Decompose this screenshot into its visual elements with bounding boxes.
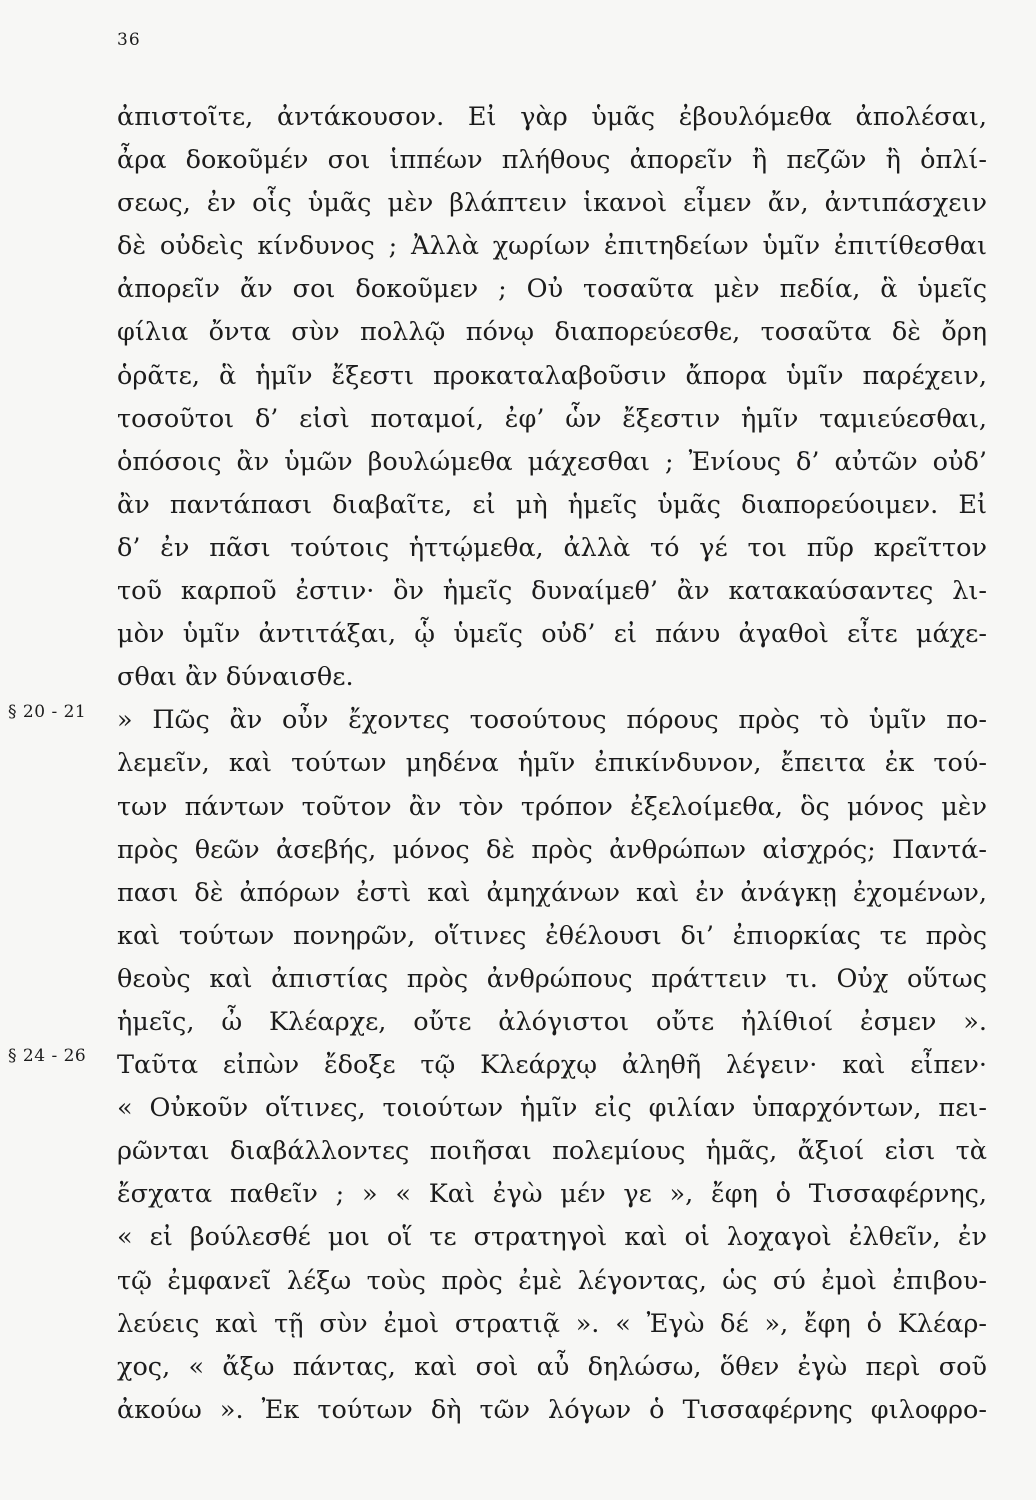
text-line: Ταῦτα εἰπὼν ἔδοξε τῷ Κλεάρχῳ ἀληθῆ λέγειν· καὶ εἶπεν· [117,1050,987,1081]
text-line: ἀκούω ». Ἐκ τούτων δὴ τῶν λόγων ὁ Τισσαφέρνης φιλοφρο- [117,1394,987,1425]
text-line: τοῦ καρποῦ ἐστιν· ὃν ἡμεῖς δυναίμεθ’ ἂν κατακαύσαντες λι- [117,576,987,607]
text-line: των πάντων τοῦτον ἂν τὸν τρόπον ἐξελοίμεθα, ὃς μόνος μὲν [117,791,987,822]
text-line: καὶ τούτων πονηρῶν, οἵτινες ἐθέλουσι δι’ ἐπιορκίας τε πρὸς [117,920,987,951]
page-number: 36 [117,30,141,50]
text-line: πρὸς θεῶν ἀσεβής, μόνος δὲ πρὸς ἀνθρώπων αἰσχρός; Παντά- [117,834,987,865]
text-line: ἂν παντάπασι διαβαῖτε, εἰ μὴ ἡμεῖς ὑμᾶς διαπορεύοιμεν. Εἰ [117,489,987,520]
text-line: ὁπόσοις ἂν ὑμῶν βουλώμεθα μάχεσθαι ; Ἐνίους δ’ αὐτῶν οὐδ’ [117,446,987,477]
text-line: » Πῶς ἂν οὖν ἔχοντες τοσούτους πόρους πρὸς τὸ ὑμῖν πο- [117,705,987,736]
text-line: δ’ ἐν πᾶσι τούτοις ἡττῴμεθα, ἀλλὰ τό γέ τοι πῦρ κρεῖττον [117,532,987,563]
text-line: ἡμεῖς, ὦ Κλέαρχε, οὔτε ἀλόγιστοι οὔτε ἠλίθιοί ἐσμεν ». [117,1006,987,1037]
text-line: δὲ οὐδεὶς κίνδυνος ; Ἀλλὰ χωρίων ἐπιτηδείων ὑμῖν ἐπιτίθεσθαι [117,231,987,262]
text-line: ἀπιστοῖτε, ἀντάκουσον. Εἰ γὰρ ὑμᾶς ἐβουλόμεθα ἀπολέσαι, [117,102,987,132]
text-line: χος, « ἄξω πάντας, καὶ σοὶ αὖ δηλώσω, ὅθεν ἐγὼ περὶ σοῦ [117,1351,987,1382]
text-line: θεοὺς καὶ ἀπιστίας πρὸς ἀνθρώπους πράττειν τι. Οὐχ οὕτως [117,963,987,994]
text-line: « εἰ βούλεσθέ μοι οἵ τε στρατηγοὶ καὶ οἱ λοχαγοὶ ἐλθεῖν, ἐν [117,1222,987,1253]
text-line: « Οὐκοῦν οἵτινες, τοιούτων ἡμῖν εἰς φιλίαν ὑπαρχόντων, πει- [117,1093,987,1124]
text-line: ἔσχατα παθεῖν ; » « Καὶ ἐγὼ μέν γε », ἔφη ὁ Τισσαφέρνης, [117,1179,987,1210]
margin-ref-24-26: § 24 - 26 [8,1046,87,1066]
text-line: ὁρᾶτε, ἃ ἡμῖν ἔξεστι προκαταλαβοῦσιν ἄπορα ὑμῖν παρέχειν, [117,360,987,391]
text-line: τοσοῦτοι δ’ εἰσὶ ποταμοί, ἐφ’ ὧν ἔξεστιν ἡμῖν ταμιεύεσθαι, [117,403,987,434]
greek-text-block [117,96,987,1432]
text-line: πασι δὲ ἀπόρων ἐστὶ καὶ ἀμηχάνων καὶ ἐν ἀνάγκῃ ἐχομένων, [117,877,987,908]
text-line: σθαι ἂν δύναισθε. [117,662,354,693]
text-line: ἀπορεῖν ἄν σοι δοκοῦμεν ; Οὐ τοσαῦτα μὲν πεδία, ἃ ὑμεῖς [117,274,987,305]
text-line: τῷ ἐμφανεῖ λέξω τοὺς πρὸς ἐμὲ λέγοντας, ὡς σύ ἐμοὶ ἐπιβου- [117,1265,987,1296]
text-line: φίλια ὄντα σὺν πολλῷ πόνῳ διαπορεύεσθε, τοσαῦτα δὲ ὄρη [117,317,987,348]
text-line: ρῶνται διαβάλλοντες ποιῆσαι πολεμίους ἡμᾶς, ἄξιοί εἰσι τὰ [117,1136,987,1167]
text-line: λεύεις καὶ τῇ σὺν ἐμοὶ στρατιᾷ ». « Ἐγὼ δέ », ἔφη ὁ Κλέαρ- [117,1308,987,1339]
text-line: σεως, ἐν οἷς ὑμᾶς μὲν βλάπτειν ἱκανοὶ εἶμεν ἄν, ἀντιπάσχειν [117,188,987,219]
margin-ref-20-21: § 20 - 21 [8,702,87,722]
text-line: μὸν ὑμῖν ἀντιτάξαι, ᾧ ὑμεῖς οὐδ’ εἰ πάνυ ἀγαθοὶ εἶτε μάχε- [117,619,987,650]
text-line: ἆρα δοκοῦμέν σοι ἱππέων πλήθους ἀπορεῖν ἢ πεζῶν ἢ ὁπλί- [117,145,987,176]
text-line: λεμεῖν, καὶ τούτων μηδένα ἡμῖν ἐπικίνδυνον, ἔπειτα ἐκ τού- [117,748,987,779]
